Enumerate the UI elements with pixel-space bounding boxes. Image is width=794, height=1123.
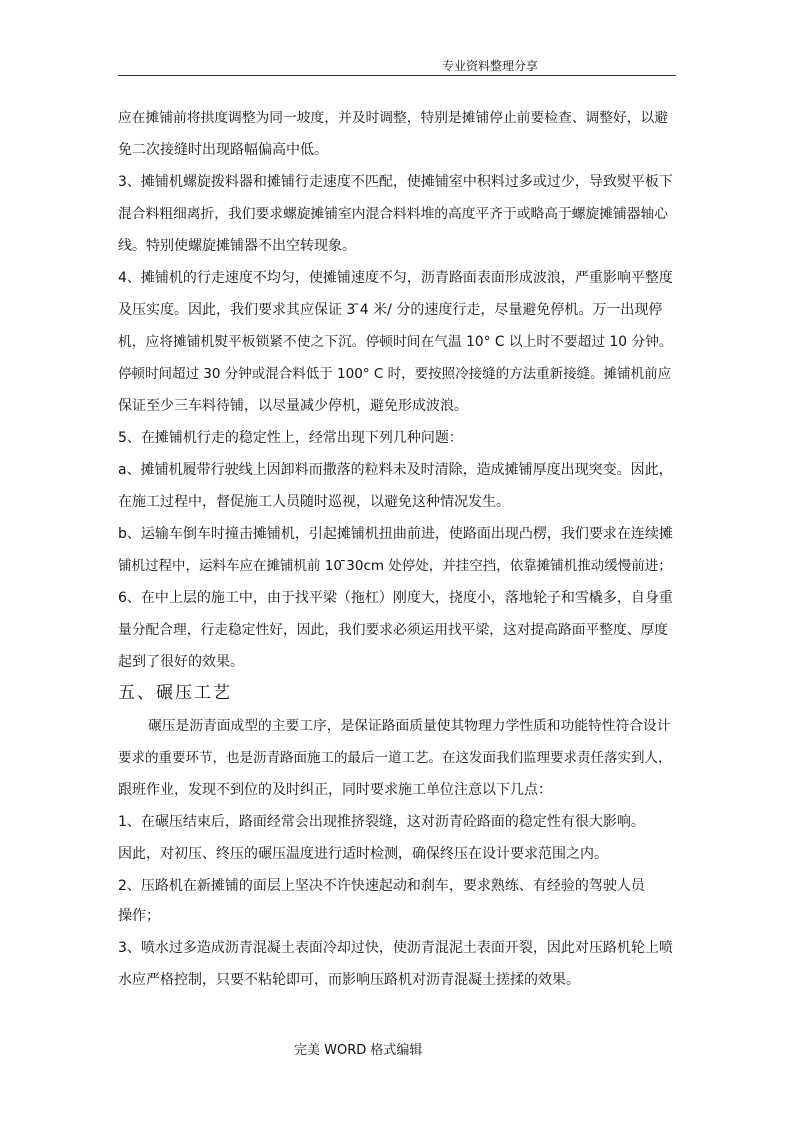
body-line: a、摊铺机履带行驶线上因卸料而撒落的粒料未及时清除，造成摊铺厚度出现突变。因此， (118, 462, 673, 478)
body-line: 线。特别使螺旋摊铺器不出空转现象。 (118, 238, 356, 254)
page-footer: 完美 WORD 格式编辑 (294, 1043, 423, 1058)
body-line: 起到了很好的效果。 (118, 654, 244, 670)
section-line: 水应严格控制，只要不粘轮即可，而影响压路机对沥青混凝土搓揉的效果。 (118, 972, 580, 988)
section-heading: 五、碾压工艺 (118, 683, 232, 703)
body-line: b、运输车倒车时撞击摊铺机，引起摊铺机扭曲前进，使路面出现凸楞，我们要求在连续摊 (118, 526, 673, 542)
section-line: 要求的重要环节，也是沥青路面施工的最后一道工艺。在这发面我们监理要求责任落实到人， (118, 750, 672, 766)
body-line: 3、摊铺机螺旋拨料器和摊铺行走速度不匹配，使摊铺室中积料过多或过少，导致熨平板下 (118, 174, 673, 190)
body-line: 6、在中上层的施工中，由于找平梁（拖杠）刚度大，挠度小，落地轮子和雪橇多，自身重 (118, 590, 673, 606)
body-line: 在施工过程中，督促施工人员随时巡视，以避免这种情况发生。 (118, 494, 510, 510)
section-line: 碾压是沥青面成型的主要工序，是保证路面质量使其物理力学性质和功能特性符合设计 (148, 718, 671, 734)
body-line: 保证至少三车料待铺，以尽量减少停机，避免形成波浪。 (118, 398, 468, 414)
section-line: 操作； (118, 908, 160, 924)
body-line: 应在摊铺前将拱度调整为同一坡度，并及时调整，特别是摊铺停止前要检查、调整好，以避 (118, 110, 669, 126)
section-line: 因此，对初压、终压的碾压温度进行适时检测，确保终压在设计要求范围之内。 (118, 846, 608, 862)
body-line: 免二次接缝时出现路幅偏高中低。 (118, 142, 328, 158)
page-header: 专业资料整理分享 (442, 59, 539, 73)
body-line: 机，应将摊铺机熨平板锁紧不使之下沉。停顿时间在气温 10° C 以上时不要超过 10 分钟。 (118, 334, 673, 350)
body-line: 量分配合理，行走稳定性好，因此，我们要求必须运用找平梁，这对提高路面平整度、厚度 (118, 622, 669, 638)
body-line: 停顿时间超过 30 分钟或混合料低于 100° C 时，要按照冷接缝的方法重新接缝。摊铺机前应 (118, 366, 672, 382)
section-line: 3、喷水过多造成沥青混凝土表面冷却过快，使沥青混泥土表面开裂，因此对压路机轮上喷 (118, 940, 673, 956)
header-divider (118, 75, 676, 76)
body-line: 及压实度。因此，我们要求其应保证 3 ̄4 米/ 分的速度行走，尽量避免停机。万一出现停 (118, 302, 663, 318)
section-line: 1、在碾压结束后，路面经常会出现推挤裂缝，这对沥青砼路面的稳定性有很大影响。 (118, 814, 645, 830)
section-line: 2、压路机在新摊铺的面层上坚决不许快速起动和刹车，要求熟练、有经验的驾驶人员 (118, 878, 645, 894)
section-line: 跟班作业，发现不到位的及时纠正，同时要求施工单位注意以下几点： (118, 782, 552, 798)
body-line: 混合料粗细离折，我们要求螺旋摊铺室内混合料料堆的高度平齐于或略高于螺旋摊铺器轴心 (118, 206, 669, 222)
body-line: 5、在摊铺机行走的稳定性上，经常出现下列几种问题： (118, 430, 463, 446)
body-line: 铺机过程中，运料车应在摊铺机前 10 ̄30cm 处停处，并挂空挡，依靠摊铺机推动缓慢前进； (118, 558, 672, 574)
body-line: 4、摊铺机的行走速度不均匀，使摊铺速度不匀，沥青路面表面形成波浪，严重影响平整度 (118, 270, 673, 286)
